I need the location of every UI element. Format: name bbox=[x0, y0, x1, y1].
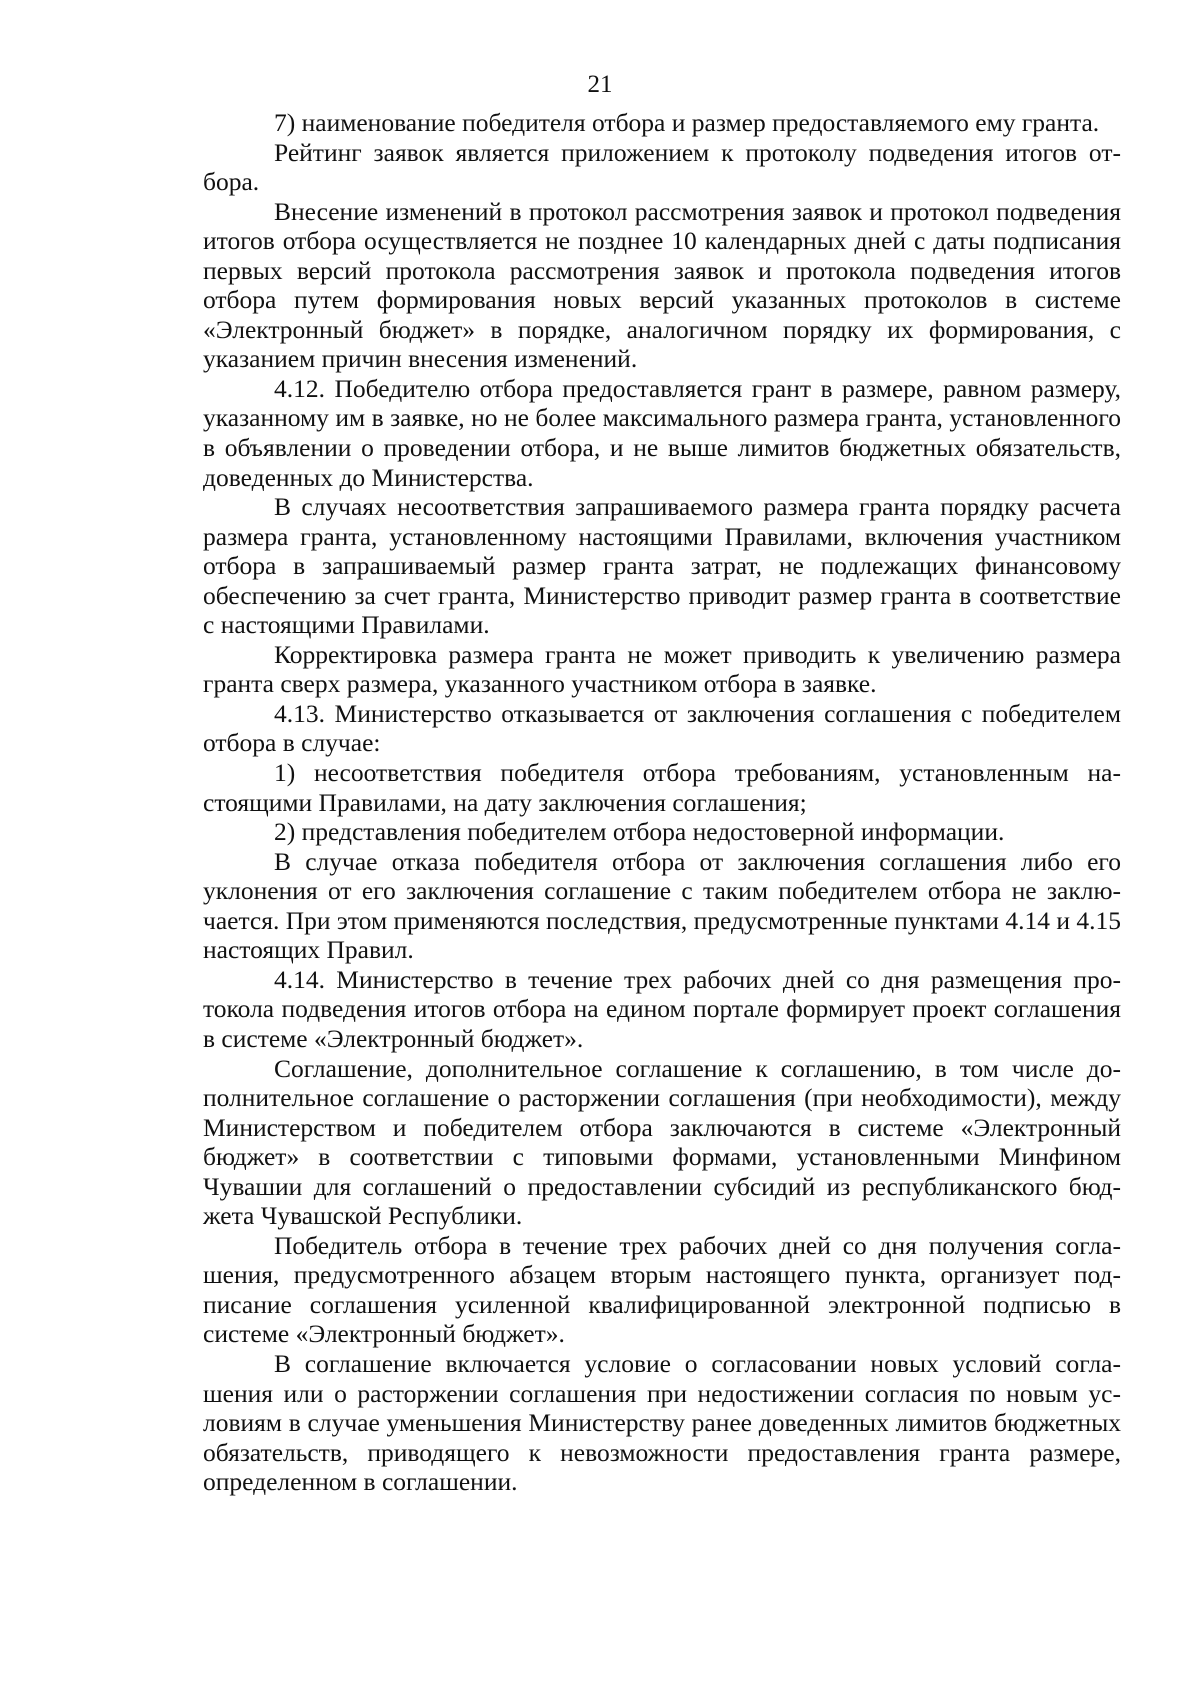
paragraph-grant-adjustment: Корректировка размера гранта не может приводить к увеличению размера гранта сверх размера, указанного участником отбора в заявке. bbox=[203, 639, 1121, 699]
paragraph-rating-annex: Рейтинг заявок является приложением к протоколу подведения итогов отбора. bbox=[203, 137, 1121, 197]
paragraph-refusal-consequences: В случае отказа победителя отбора от заключения соглашения либо его уклонения от его заключения соглашение с таким победителем отбора не заключается. При этом применяются последствия, предусмотренные пунктами 4.14 и 4.15 настоящих Правил. bbox=[203, 846, 1121, 965]
paragraph-agreement-forms: Соглашение, дополнительное соглашение к соглашению, в том числе дополнительное соглашение о расторжении соглашения (при необходимости), между Министерством и победителем отбора заключаются в системе «Электронный бюджет» в соответствии с типовыми формами, установленными Минфином Чувашии для соглашений о предоставлении субсидий из республиканского бюджета Чувашской Республики. bbox=[203, 1053, 1121, 1231]
paragraph-agreement-condition: В соглашение включается условие о согласовании новых условий соглашения или о расторжении соглашения при недостижении согласия по новым условиям в случае уменьшения Министерству ранее доведенных лимитов бюджетных обязательств, приводящего к невозможности предоставления гранта размере, определенном в соглашении. bbox=[203, 1348, 1121, 1497]
paragraph-4-13-item-1: 1) несоответствия победителя отбора требованиям, установленным настоящими Правилами, на дату заключения соглашения; bbox=[203, 758, 1121, 817]
page-number: 21 bbox=[587, 71, 613, 98]
paragraph-4-14: 4.14. Министерство в течение трех рабочих дней со дня размещения протокола подведения итогов отбора на едином портале формирует проект соглашения в системе «Электронный бюджет». bbox=[203, 964, 1121, 1053]
paragraph-4-13-item-2: 2) представления победителем отбора недостоверной информации. bbox=[274, 817, 1005, 847]
paragraph-item-7: 7) наименование победителя отбора и размер предоставляемого ему гранта. bbox=[274, 108, 1100, 137]
paragraph-4-13: 4.13. Министерство отказывается от заключения соглашения с победителем отбора в случае: bbox=[203, 698, 1121, 758]
paragraph-grant-size-mismatch: В случаях несоответствия запрашиваемого размера гранта порядку расчета размера гранта, установленному настоящими Правилами, включения участником отбора в запрашиваемый размер гранта затрат, не подлежащих финансовому обеспечению за счет гранта, Министерство приводит размер гранта в соответствие с настоящими Правилами. bbox=[203, 492, 1121, 640]
paragraph-protocol-changes: Внесение изменений в протокол рассмотрения заявок и протокол подведения итогов отбора осуществляется не позднее 10 календарных дней с даты подписания первых версий протокола рассмотрения заявок и протокола подведения итогов отбора путем формирования новых версий указанных протоколов в системе «Электронный бюджет» в порядке, аналогичном порядку их формирования, с указанием причин внесения изменений. bbox=[203, 196, 1121, 374]
paragraph-4-12: 4.12. Победителю отбора предоставляется грант в размере, равном размеру, указанному им в заявке, но не более максимального размера гранта, установленного в объявлении о проведении отбора, и не выше лимитов бюджетных обязательств, доведенных до Министерства. bbox=[203, 373, 1121, 492]
paragraph-agreement-signing: Победитель отбора в течение трех рабочих дней со дня получения соглашения, предусмотренного абзацем вторым настоящего пункта, организует подписание соглашения усиленной квалифицированной электронной подписью в системе «Электронный бюджет». bbox=[203, 1230, 1121, 1349]
document-body bbox=[203, 108, 1121, 1497]
